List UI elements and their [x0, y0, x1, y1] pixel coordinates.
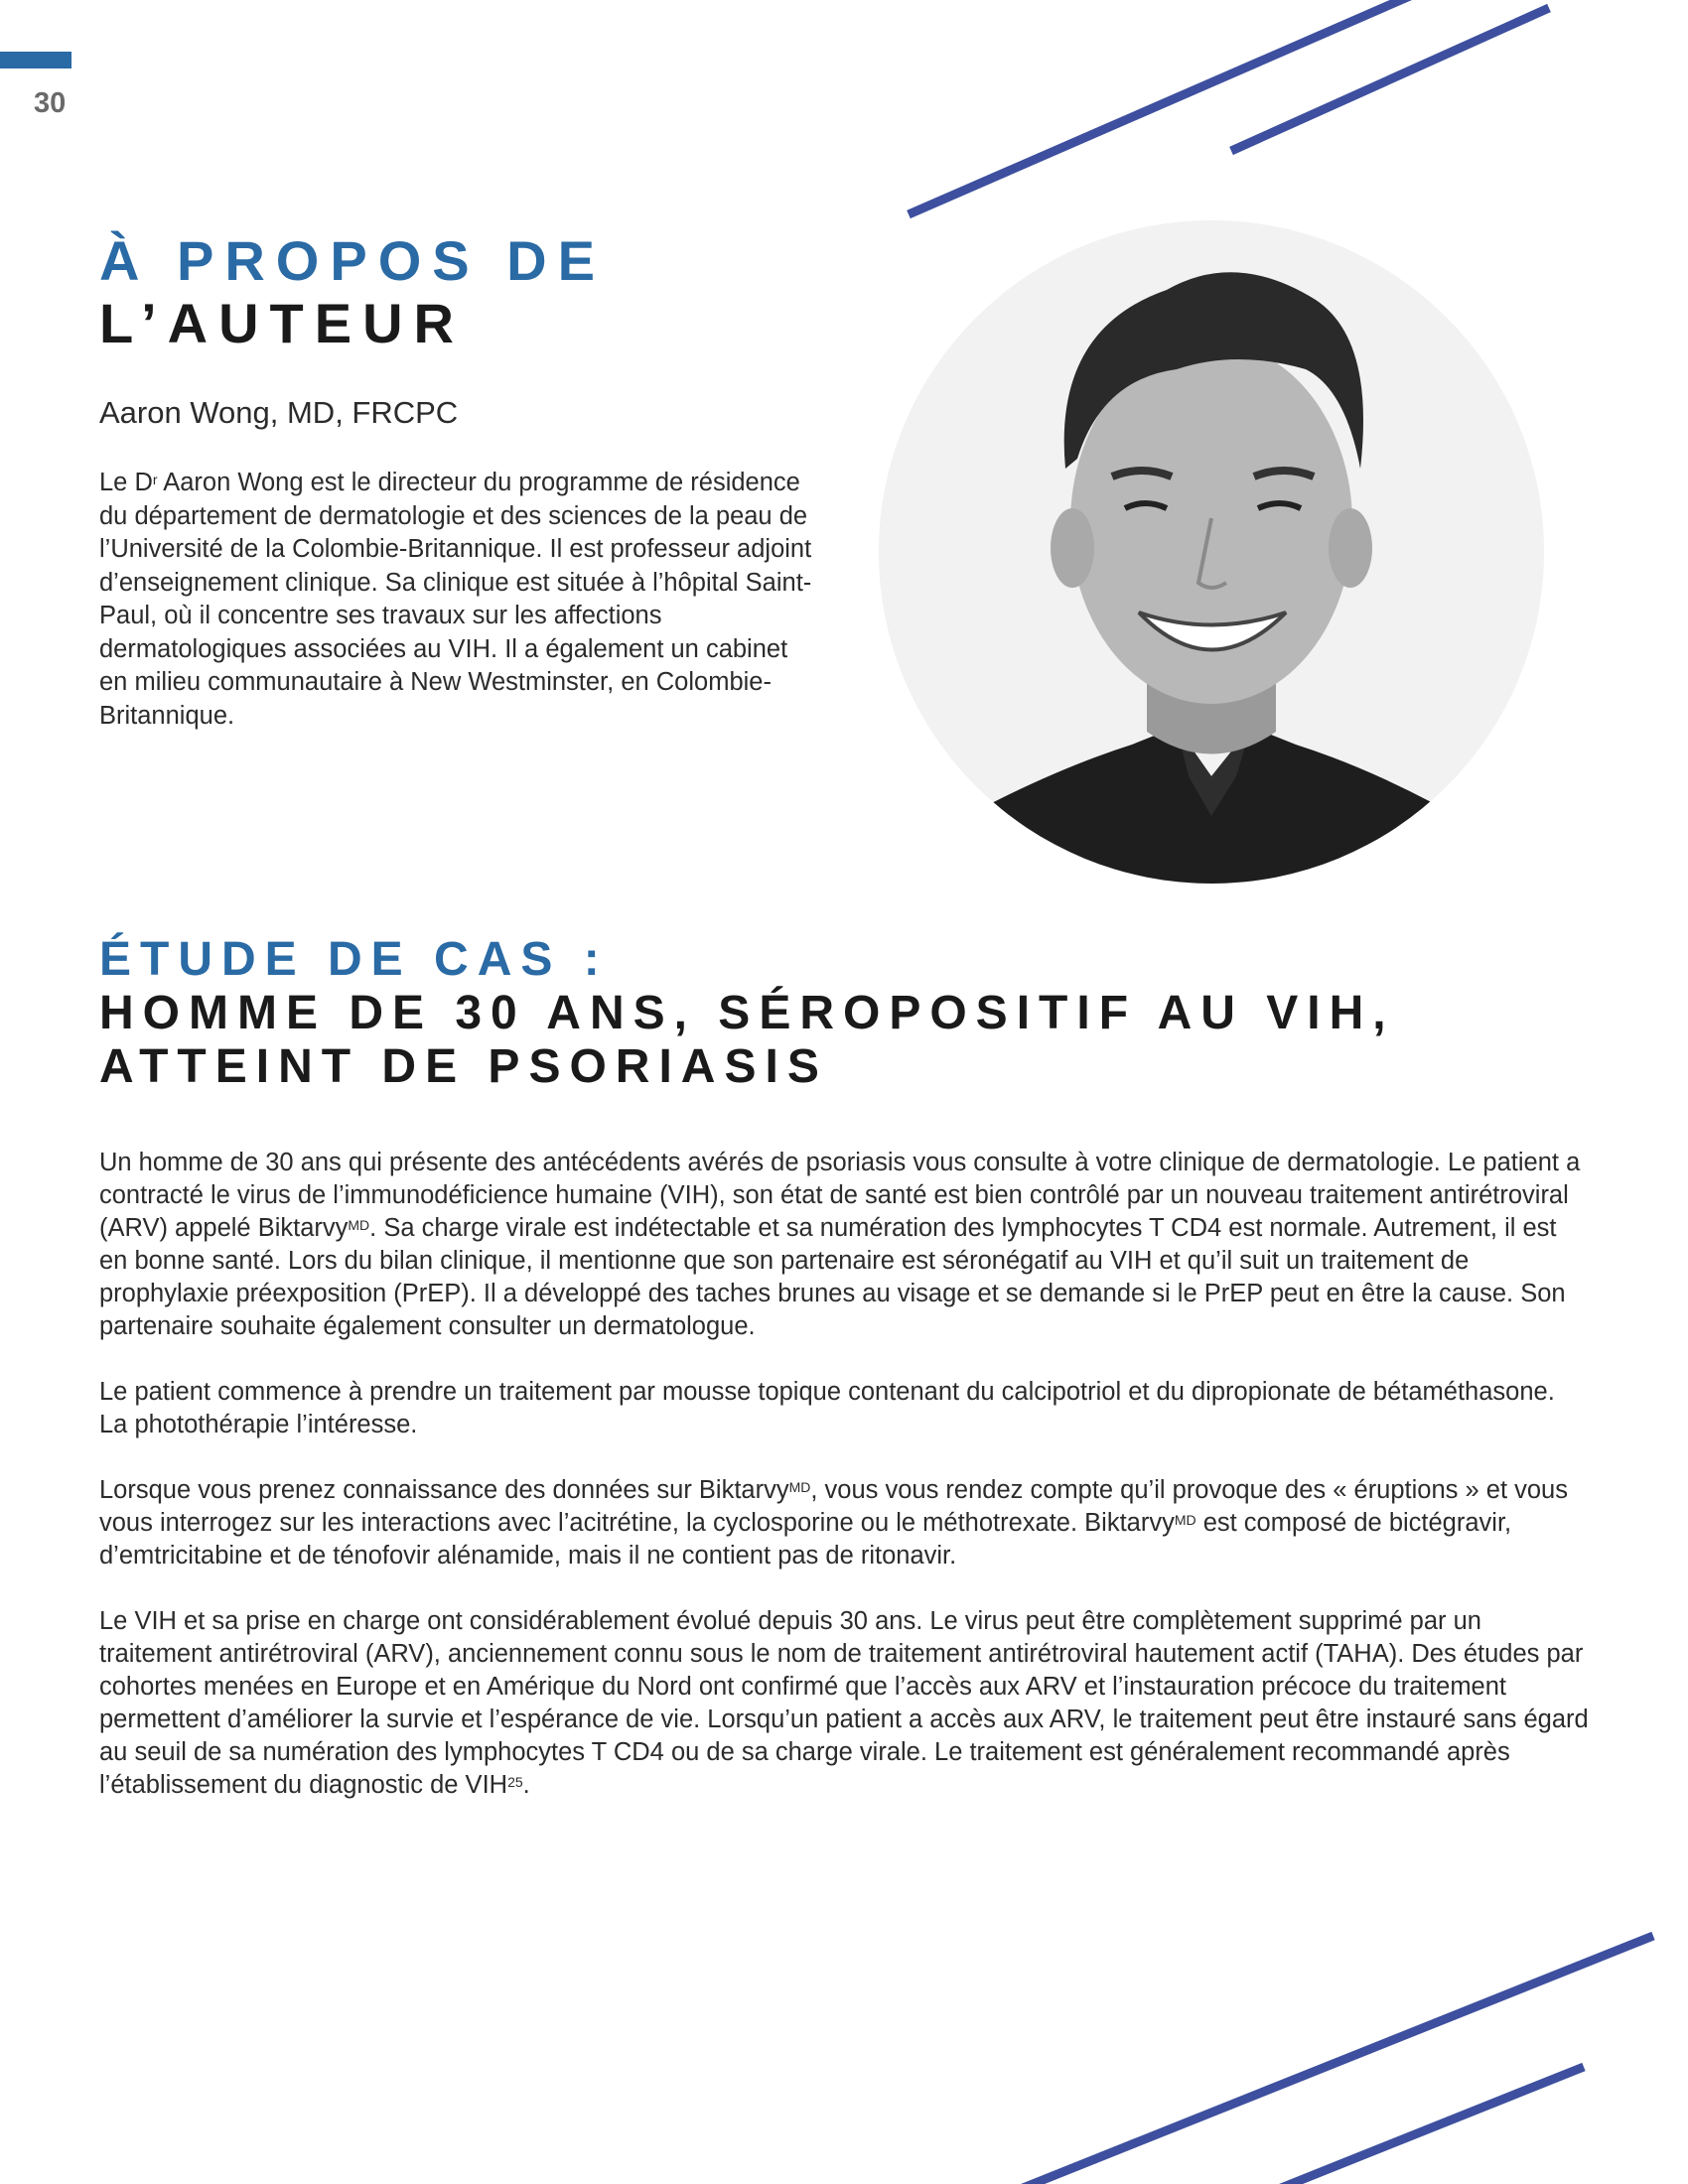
stripe-bottom-1 — [1023, 1936, 1653, 2184]
case-p3-text-c: est composé de bictégravir, d’emtricitabine et de ténofovir alénamide, mais il ne contient pas de ritonavir. — [99, 1509, 1512, 1570]
stripe-top-2 — [1231, 8, 1549, 151]
case-body — [99, 1147, 1589, 1835]
case-p4-reference: 25 — [507, 1774, 523, 1790]
author-portrait — [879, 220, 1544, 884]
case-p1-text-a: Un homme de 30 ans qui présente des antécédents avérés de psoriasis vous consulte à votre clinique de dermatologie. Le patient a contracté le virus de l’immunodéficience humaine (VIH), son état de santé est bien contrôlé par un nouveau traitement antirétroviral (ARV) appelé Biktarvy — [99, 1149, 1581, 1242]
case-p1-text-b: . Sa charge virale est indétectable et sa numération des lymphocytes T CD4 est normale. Autrement, il est en bonne santé. Lors du bilan clinique, il mentionne que son partenaire est séronégatif au VIH et qu’il suit un traitement de prophylaxie préexposition (PrEP). Il a développé des taches brunes au visage et se demande si le PrEP peut en être la cause. Son partenaire souhaite également consulter un dermatologue. — [99, 1214, 1566, 1340]
case-p3-text-b: , vous vous rendez compte qu’il provoque des « éruptions » et vous vous interrogez sur les interactions avec l’acitrétine, la cyclosporine ou le méthotrexate. Biktarvy — [99, 1476, 1568, 1537]
author-heading-line1: À PROPOS DE — [99, 229, 606, 292]
case-paragraph-4 — [99, 1605, 1589, 1802]
case-heading-line1: ÉTUDE DE CAS : — [99, 933, 609, 986]
case-p4-text-a: Le VIH et sa prise en charge ont considérablement évolué depuis 30 ans. Le virus peut être complètement supprimé par un traitement antirétroviral (ARV), anciennement connu sous le nom de traitement antirétroviral hautement actif (TAHA). Des études par cohortes menées en Europe et en Amérique du Nord ont confirmé que l’accès aux ARV et l’instauration précoce du traitement permettent d’améliorer la survie et l’espérance de vie. Lorsqu’un patient a accès aux ARV, le traitement peut être instauré sans égard au seuil de sa numération des lymphocytes T CD4 ou de sa charge virale. Le traitement est généralement recommandé après l’établissement du diagnostic de VIH — [99, 1607, 1589, 1799]
case-p1-superscript: MD — [348, 1217, 370, 1233]
case-paragraph-1 — [99, 1147, 1589, 1343]
case-heading-line2: HOMME DE 30 ANS, SÉROPOSITIF AU VIH, — [99, 986, 1395, 1039]
author-portrait-illustration — [879, 220, 1544, 884]
case-heading — [99, 933, 1395, 1093]
author-bio-part1: Le D — [99, 469, 153, 496]
author-bio-superscript: r — [152, 472, 158, 487]
stripe-bottom-2 — [1281, 2067, 1584, 2184]
author-heading-line2: L’AUTEUR — [99, 291, 465, 354]
case-heading-line3: ATTEINT DE PSORIASIS — [99, 1039, 828, 1093]
case-p3-text-a: Lorsque vous prenez connaissance des données sur Biktarvy — [99, 1476, 789, 1504]
stripe-top-1 — [909, 0, 1410, 214]
case-p3-superscript-1: MD — [788, 1479, 811, 1495]
author-heading — [99, 230, 606, 354]
page-number: 30 — [34, 87, 67, 119]
page-tab-marker — [0, 52, 71, 68]
case-p3-superscript-2: MD — [1174, 1512, 1196, 1528]
case-p4-text-b: . — [522, 1771, 530, 1799]
case-paragraph-2: Le patient commence à prendre un traitement par mousse topique contenant du calcipotriol et du dipropionate de bétaméthasone. La photothérapie l’intéresse. — [99, 1378, 1555, 1438]
case-paragraph-3 — [99, 1474, 1589, 1572]
author-bio — [99, 467, 814, 733]
author-bio-part2: Aaron Wong est le directeur du programme de résidence du département de dermatologie et des sciences de la peau de l’Université de la Colombie-Britannique. Il est professeur adjoint d’enseignement clinique. Sa clinique est située à l’hôpital Saint-Paul, où il concentre ses travaux sur les affections dermatologiques associées au VIH. Il a également un cabinet en milieu communautaire à New Westminster, en Colombie-Britannique. — [99, 469, 812, 730]
author-name: Aaron Wong, MD, FRCPC — [99, 395, 459, 430]
